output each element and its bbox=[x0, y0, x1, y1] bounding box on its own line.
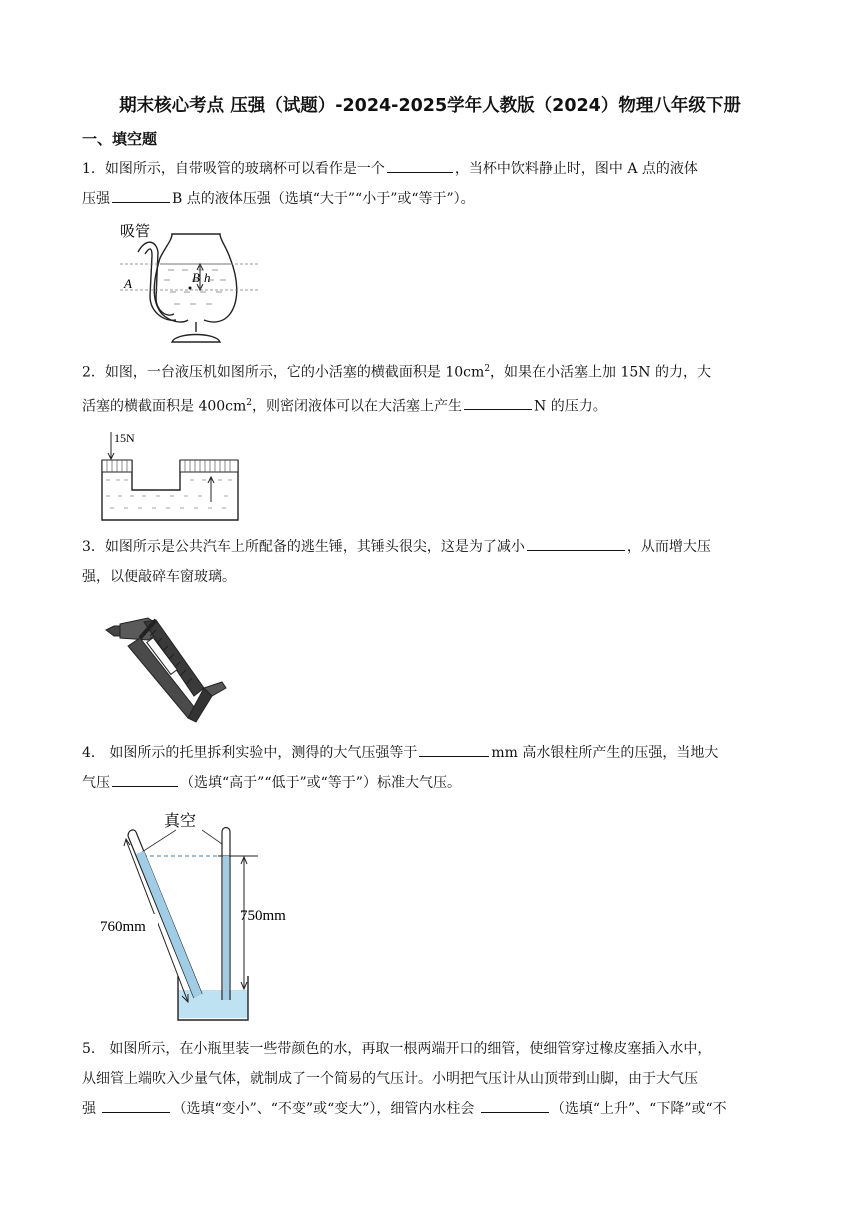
answer-blank[interactable] bbox=[112, 188, 170, 203]
answer-blank[interactable] bbox=[102, 1098, 170, 1113]
question-text: 如图，一台液压机如图所示，它的小活塞的横截面积是 10cm bbox=[104, 364, 485, 381]
question-number: 5． bbox=[82, 1041, 105, 1057]
question-text: 活塞的横截面积是 400cm bbox=[82, 398, 247, 415]
point-b-label: B bbox=[192, 270, 200, 285]
question-3 bbox=[82, 532, 778, 592]
question-4 bbox=[82, 738, 778, 798]
vacuum-label: 真空 bbox=[164, 813, 197, 830]
superscript: 2 bbox=[246, 397, 253, 408]
answer-blank[interactable] bbox=[387, 158, 453, 173]
safety-hammer-image bbox=[104, 596, 230, 728]
force-label: 15N bbox=[114, 431, 135, 445]
question-text: ，则密闭液体可以在大活塞上产生 bbox=[252, 398, 463, 415]
straw-label: 吸管 bbox=[120, 224, 151, 240]
question-text: B 点的液体压强（选填“大于”“小于”或“等于”）。 bbox=[172, 191, 475, 207]
question-text: 强，以便敲碎车窗玻璃。 bbox=[82, 569, 236, 585]
section-heading: 一、填空题 bbox=[82, 130, 158, 148]
torricelli-experiment-figure bbox=[98, 806, 286, 1026]
question-1 bbox=[82, 154, 778, 214]
question-text: ，从而增大压 bbox=[626, 539, 711, 555]
question-number: 3． bbox=[82, 539, 105, 555]
question-text: mm 高水银柱所产生的压强，当地大 bbox=[491, 745, 719, 761]
question-text: 如图所示是公共汽车上所配备的逃生锤，其锤头很尖，这是为了减小 bbox=[104, 539, 525, 555]
right-height-label: 750mm bbox=[240, 908, 286, 924]
question-text: 强 bbox=[82, 1101, 101, 1117]
answer-blank[interactable] bbox=[112, 772, 178, 787]
straw-cup-figure bbox=[112, 218, 272, 348]
question-text: 如图所示的托里拆利实验中，测得的大气压强等于 bbox=[104, 745, 418, 761]
question-text: （选填“变小”、“不变”或“变大”），细管内水柱会 bbox=[172, 1101, 479, 1117]
question-text: 如图所示，在小瓶里装一些带颜色的水，再取一根两端开口的细管，使细管穿过橡皮塞插入水中， bbox=[104, 1041, 712, 1057]
answer-blank[interactable] bbox=[481, 1098, 549, 1113]
question-text: （选填“高于”“低于”或“等于”）标准大气压。 bbox=[180, 775, 461, 791]
question-number: 2． bbox=[82, 364, 105, 381]
question-text: N 的压力。 bbox=[534, 398, 607, 415]
left-height-label: 760mm bbox=[100, 919, 146, 935]
question-text: 压强 bbox=[82, 191, 110, 207]
question-text: ，当杯中饮料静止时，图中 A 点的液体 bbox=[454, 161, 698, 177]
answer-blank[interactable] bbox=[527, 536, 625, 551]
question-5 bbox=[82, 1034, 778, 1124]
superscript: 2 bbox=[484, 364, 491, 374]
question-number: 4． bbox=[82, 745, 105, 761]
question-number: 1． bbox=[82, 161, 105, 177]
question-text: 如图所示，自带吸管的玻璃杯可以看作是一个 bbox=[104, 161, 385, 177]
answer-blank[interactable] bbox=[464, 395, 532, 410]
document-title: 期末核心考点 压强（试题）-2024-2025学年人教版（2024）物理八年级下册 bbox=[119, 96, 741, 116]
question-text: 从细管上端吹入少量气体，就制成了一个简易的气压计。小明把气压计从山顶带到山脚，由于大气压 bbox=[82, 1071, 698, 1087]
question-text: ，如果在小活塞上加 15N 的力，大 bbox=[490, 364, 712, 381]
question-text: （选填“上升”、“下降”或“不 bbox=[550, 1101, 727, 1117]
height-label: h bbox=[204, 270, 211, 285]
question-2 bbox=[82, 354, 778, 421]
answer-blank[interactable] bbox=[419, 742, 489, 757]
point-a-label: A bbox=[124, 276, 132, 291]
hydraulic-press-figure bbox=[100, 428, 242, 524]
question-text: 气压 bbox=[82, 775, 110, 791]
